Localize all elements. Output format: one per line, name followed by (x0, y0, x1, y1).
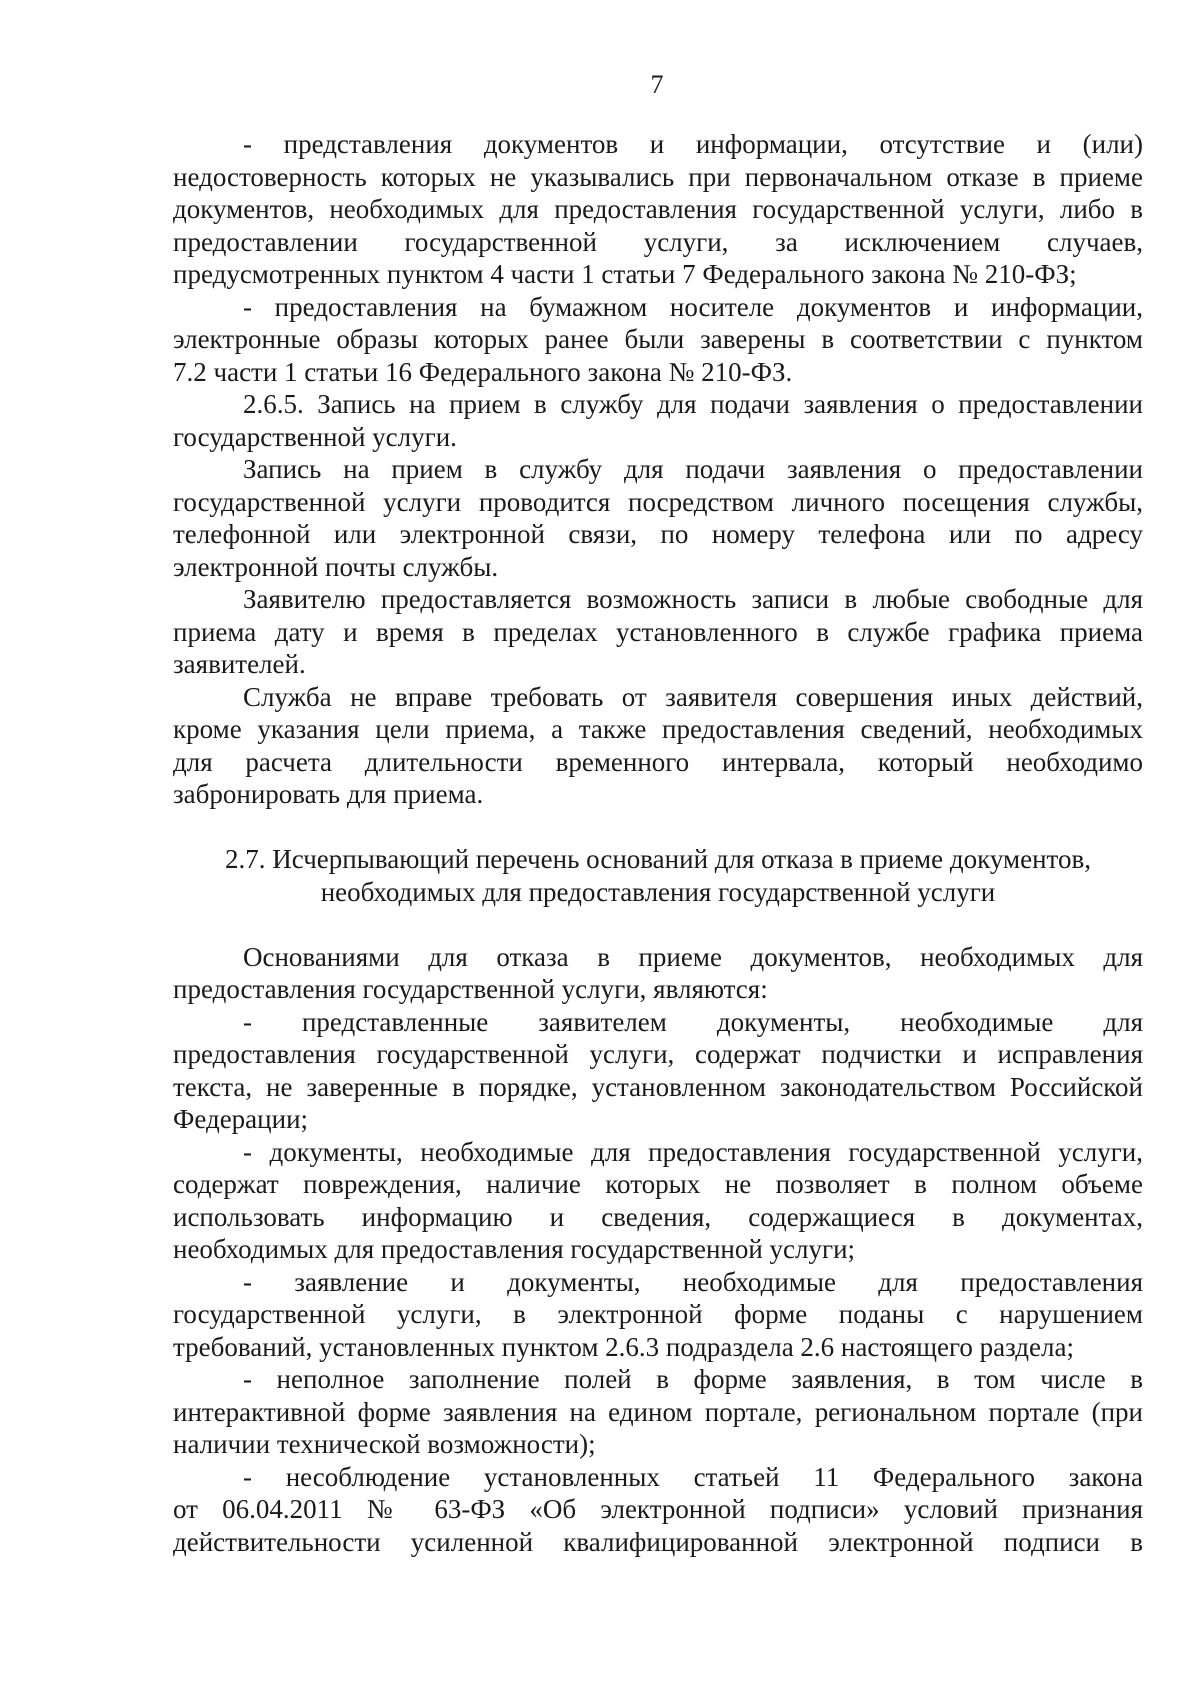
text-line: - несоблюдение установленных статьей 11 Федерального закона (243, 1461, 1143, 1492)
text-line: документов, необходимых для предоставления государственной услуги, либо в (173, 194, 1143, 224)
text-line: предоставлении государственной услуги, за исключением случаев, (173, 226, 1143, 257)
text-line: Основаниями для отказа в приеме документов, необходимых для (243, 941, 1143, 972)
text-line: 2.6.5. Запись на прием в службу для подачи заявления о предоставлении (243, 389, 1143, 419)
text-line: использовать информацию и сведения, содержащиеся в документах, (173, 1201, 1143, 1232)
text-line: кроме указания цели приема, а также предоставления сведений, необходимых (173, 714, 1143, 744)
text-line: предусмотренных пунктом 4 части 1 статьи 7 Федерального закона № 210-ФЗ; (173, 259, 1077, 289)
text-line: недостоверность которых не указывались при первоначальном отказе в приеме (173, 161, 1143, 192)
text-line: для расчета длительности временного интервала, который необходимо (173, 746, 1143, 777)
text-line: государственной услуги. (173, 421, 457, 452)
text-line: содержат повреждения, наличие которых не позволяет в полном объеме (173, 1169, 1143, 1199)
text-line: - заявление и документы, необходимые для предоставления (243, 1266, 1143, 1297)
text-line: заявителей. (173, 649, 306, 679)
text-line: - представления документов и информации, отсутствие и (или) (243, 129, 1143, 159)
section-heading-line: 2.7. Исчерпывающий перечень оснований для отказа в приеме документов, (225, 844, 1091, 874)
text-line: текста, не заверенные в порядке, установленном законодательством Российской (173, 1071, 1143, 1102)
text-line: электронные образы которых ранее были заверены в соответствии с пунктом (173, 324, 1143, 354)
text-line: Федерации; (173, 1104, 309, 1134)
text-line: государственной услуги проводится посредством личного посещения службы, (173, 486, 1143, 517)
text-line: - предоставления на бумажном носителе документов и информации, (243, 291, 1143, 322)
text-line: от 06.04.2011 № 63-ФЗ «Об электронной подписи» условий признания (173, 1494, 1143, 1524)
document-body (173, 128, 1143, 1558)
text-line: телефонной или электронной связи, по номеру телефона или по адресу (173, 519, 1143, 549)
text-line: - неполное заполнение полей в форме заявления, в том числе в (243, 1364, 1143, 1394)
text-line: действительности усиленной квалифицированной электронной подписи в (173, 1526, 1143, 1557)
text-line: требований, установленных пунктом 2.6.3 подраздела 2.6 настоящего раздела; (173, 1331, 1074, 1362)
paragraph-gap (173, 811, 1143, 844)
text-line: интерактивной форме заявления на едином портале, региональном портале (при (173, 1396, 1143, 1427)
text-line: приема дату и время в пределах установленного в службе графика приема (173, 616, 1143, 647)
paragraph-gap (173, 908, 1143, 941)
text-line: электронной почты службы. (173, 551, 499, 582)
text-line: 7.2 части 1 статьи 16 Федерального закона № 210-ФЗ. (173, 356, 793, 387)
text-line: Служба не вправе требовать от заявителя совершения иных действий, (243, 681, 1143, 712)
text-line: забронировать для приема. (173, 779, 484, 809)
text-line: предоставления государственной услуги, содержат подчистки и исправления (173, 1039, 1143, 1069)
text-line: наличии технической возможности); (173, 1429, 596, 1459)
text-line: - документы, необходимые для предоставления государственной услуги, (243, 1136, 1143, 1167)
section-heading-line: необходимых для предоставления государственной услуги (320, 876, 996, 907)
text-line: Запись на прием в службу для подачи заявления о предоставлении (243, 454, 1143, 484)
text-line: - представленные заявителем документы, необходимые для (243, 1006, 1143, 1037)
text-line: необходимых для предоставления государственной услуги; (173, 1234, 856, 1264)
text-line: Заявителю предоставляется возможность записи в любые свободные для (243, 584, 1143, 614)
page-number: 7 (650, 70, 664, 99)
text-line: государственной услуги, в электронной форме поданы с нарушением (173, 1299, 1143, 1329)
text-line: предоставления государственной услуги, являются: (173, 974, 768, 1004)
